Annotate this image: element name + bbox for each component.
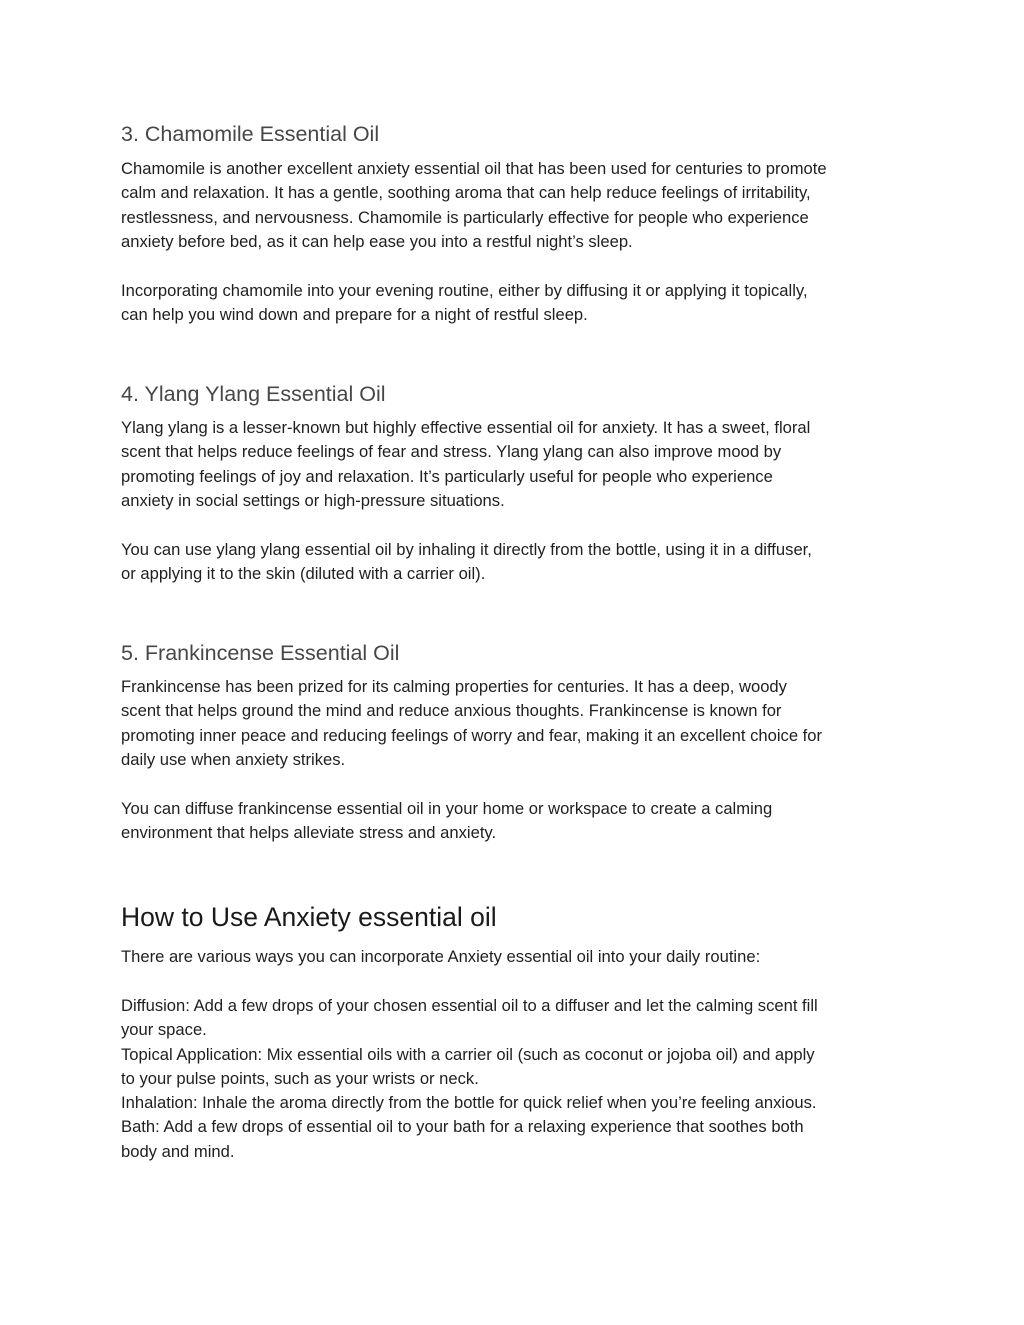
text-line: environment that helps alleviate stress and anxiety. — [121, 823, 497, 843]
text-line: anxiety before bed, as it can help ease you into a restful night’s sleep. — [121, 231, 633, 251]
text-line: Ylang ylang is a lesser-known but highly effective essential oil for anxiety. It has a sweet, floral — [121, 418, 811, 437]
text-line: promoting inner peace and reducing feelings of worry and fear, making it an excellent choice for — [121, 725, 823, 745]
text-line: restlessness, and nervousness. Chamomile is particularly effective for people who experience — [121, 207, 809, 227]
list-item-inhalation: Inhalation: Inhale the aroma directly from the bottle for quick relief when you’re feeling anxious. — [121, 1093, 817, 1113]
list-item-bath-cont: body and mind. — [121, 1141, 235, 1161]
list-item-diffusion-cont: your space. — [121, 1020, 207, 1040]
text-line: or applying it to the skin (diluted with a carrier oil). — [121, 564, 486, 584]
text-line: daily use when anxiety strikes. — [121, 749, 346, 769]
paragraph-ylang-ylang-1 — [121, 416, 911, 513]
heading-frankincense: 5. Frankincense Essential Oil — [121, 641, 400, 665]
text-line: You can diffuse frankincense essential oil in your home or workspace to create a calming — [121, 799, 773, 818]
text-line: anxiety in social settings or high-pressure situations. — [121, 490, 505, 510]
how-to-list — [121, 994, 911, 1164]
list-item-topical: Topical Application: Mix essential oils with a carrier oil (such as coconut or jojoba oil) and apply — [121, 1044, 815, 1064]
heading-ylang-ylang: 4. Ylang Ylang Essential Oil — [121, 382, 386, 406]
list-item-bath: Bath: Add a few drops of essential oil to your bath for a relaxing experience that soothes both — [121, 1117, 804, 1137]
text-line: Frankincense has been prized for its calming properties for centuries. It has a deep, woody — [121, 677, 787, 696]
text-line: There are various ways you can incorporate Anxiety essential oil into your daily routine: — [121, 947, 761, 966]
list-item-topical-cont: to your pulse points, such as your wrists or neck. — [121, 1068, 479, 1088]
text-line: scent that helps reduce feelings of fear and stress. Ylang ylang can also improve mood by — [121, 442, 782, 462]
paragraph-how-to-intro — [121, 945, 911, 969]
heading-chamomile: 3. Chamomile Essential Oil — [121, 122, 380, 146]
text-line: scent that helps ground the mind and reduce anxious thoughts. Frankincense is known for — [121, 701, 782, 721]
text-line: can help you wind down and prepare for a night of restful sleep. — [121, 305, 588, 325]
text-line: calm and relaxation. It has a gentle, soothing aroma that can help reduce feelings of irritability, — [121, 183, 811, 203]
text-line: You can use ylang ylang essential oil by inhaling it directly from the bottle, using it in a diffuser, — [121, 540, 812, 559]
text-line: Chamomile is another excellent anxiety essential oil that has been used for centuries to promote — [121, 159, 827, 178]
paragraph-chamomile-1 — [121, 157, 911, 254]
paragraph-frankincense-1 — [121, 675, 911, 772]
list-item-diffusion: Diffusion: Add a few drops of your chosen essential oil to a diffuser and let the calming scent fill — [121, 996, 818, 1015]
heading-how-to-use: How to Use Anxiety essential oil — [121, 902, 497, 932]
text-line: promoting feelings of joy and relaxation. It’s particularly useful for people who experience — [121, 466, 773, 486]
text-line: Incorporating chamomile into your evening routine, either by diffusing it or applying it topically, — [121, 281, 808, 300]
paragraph-ylang-ylang-2 — [121, 538, 911, 587]
paragraph-frankincense-2 — [121, 797, 911, 846]
paragraph-chamomile-2 — [121, 279, 911, 328]
